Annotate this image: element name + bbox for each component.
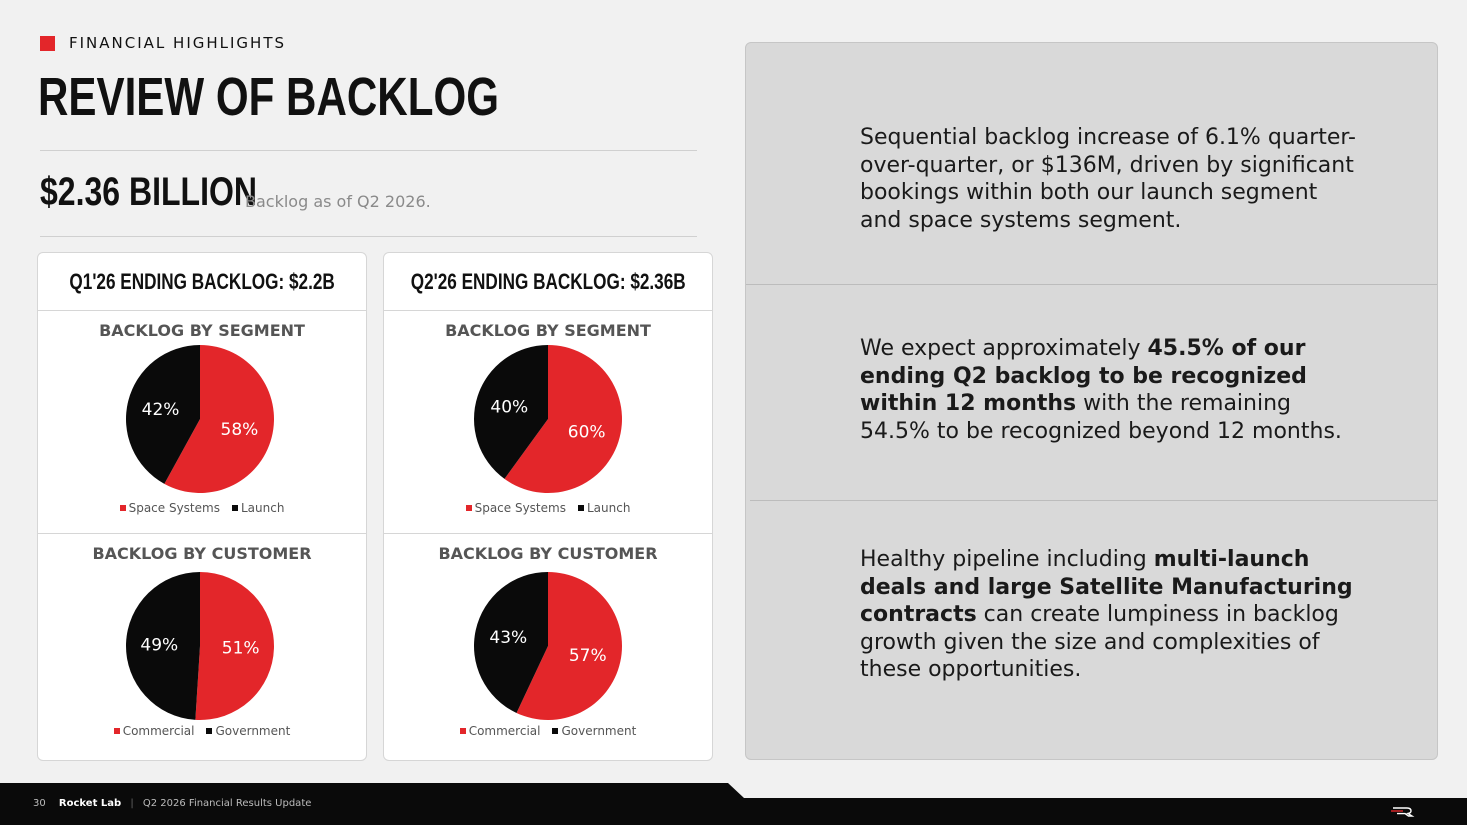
backlog-total: $2.36 BILLION	[40, 170, 257, 214]
legend-item	[466, 501, 566, 515]
card-header	[384, 253, 712, 311]
pie-data-label: 42%	[141, 399, 180, 420]
legend-label: Government	[215, 724, 291, 738]
section-label: FINANCIAL HIGHLIGHTS	[69, 34, 287, 52]
chart-legend	[38, 501, 366, 515]
commentary-divider	[750, 500, 1437, 501]
legend-label: Government	[561, 724, 637, 738]
pie-chart	[38, 311, 366, 533]
commentary-block	[860, 335, 1360, 445]
section-marker	[40, 36, 55, 51]
legend-label: Launch	[586, 501, 631, 515]
chart-title: BACKLOG BY SEGMENT	[445, 321, 651, 340]
legend-item	[120, 501, 220, 515]
section-tag	[40, 34, 286, 52]
commentary-panel	[745, 42, 1438, 760]
chart-legend	[384, 724, 712, 738]
commentary-text: can create lumpiness in backlog growth given the size and complexities of these opportunities.	[860, 602, 1339, 682]
commentary-text: We expect approximately	[860, 336, 1148, 361]
page-number: 30	[33, 798, 46, 809]
chart-legend	[384, 501, 712, 515]
divider-top	[40, 150, 697, 151]
pie-data-label: 43%	[489, 628, 528, 649]
legend-swatch	[466, 505, 472, 511]
divider-bottom	[40, 236, 697, 237]
legend-swatch	[206, 728, 212, 734]
footer-separator: |	[130, 798, 134, 809]
pie-data-label: 60%	[567, 422, 606, 443]
commentary-highlight: 45.5% of our ending Q2 backlog to be recognized within 12 months	[860, 336, 1307, 416]
legend-swatch	[552, 728, 558, 734]
legend-label: Space Systems	[474, 501, 566, 515]
legend-item	[460, 724, 541, 738]
pie-data-label: 40%	[490, 397, 529, 418]
legend-label: Space Systems	[128, 501, 220, 515]
legend-swatch	[114, 728, 120, 734]
pie-data-label: 51%	[221, 638, 260, 659]
pie-data-label: 57%	[568, 645, 607, 666]
commentary-block	[860, 546, 1360, 684]
commentary-block	[860, 124, 1360, 234]
pie-data-label: 58%	[220, 420, 259, 441]
chart-legend	[38, 724, 366, 738]
commentary-text: Sequential backlog increase of 6.1% quarter-over-quarter, or $136M, driven by significant bookings within both our launch segment and space systems segment.	[860, 125, 1356, 233]
commentary-text: Healthy pipeline including	[860, 547, 1154, 572]
page-title: REVIEW OF BACKLOG	[38, 67, 499, 127]
chart-panel	[38, 533, 366, 756]
card-header	[38, 253, 366, 311]
chart-title: BACKLOG BY CUSTOMER	[92, 544, 312, 563]
legend-swatch	[460, 728, 466, 734]
chart-panel	[38, 311, 366, 533]
pie-data-label: 49%	[140, 635, 179, 656]
legend-item	[206, 724, 290, 738]
legend-swatch	[578, 505, 584, 511]
legend-swatch	[120, 505, 126, 511]
card-q2-backlog	[383, 252, 713, 761]
backlog-subtitle: Backlog as of Q2 2026.	[245, 192, 431, 211]
footer-notch	[728, 783, 1467, 798]
legend-item	[552, 724, 636, 738]
card-q1-backlog	[37, 252, 367, 761]
legend-label: Commercial	[468, 724, 541, 738]
commentary-text: with the remaining 54.5% to be recognized beyond 12 months.	[860, 391, 1342, 444]
commentary-highlight: multi-launch deals and large Satellite Manufacturing contracts	[860, 547, 1353, 627]
pie-chart	[38, 534, 366, 756]
legend-swatch	[232, 505, 238, 511]
rocket-lab-logo-icon	[1391, 805, 1415, 817]
legend-item	[232, 501, 284, 515]
legend-label: Launch	[240, 501, 285, 515]
chart-title: BACKLOG BY SEGMENT	[99, 321, 305, 340]
chart-panel	[384, 533, 712, 756]
chart-panel	[384, 311, 712, 533]
footer-text	[33, 798, 311, 809]
pie-chart	[384, 534, 712, 756]
legend-item	[114, 724, 195, 738]
card-title: Q2'26 ENDING BACKLOG: $2.36B	[410, 268, 686, 294]
pie-chart	[384, 311, 712, 533]
chart-title: BACKLOG BY CUSTOMER	[438, 544, 658, 563]
footer-doc-title: Q2 2026 Financial Results Update	[142, 798, 312, 809]
commentary-divider	[746, 284, 1437, 285]
card-title: Q1'26 ENDING BACKLOG: $2.2B	[69, 268, 335, 294]
legend-item	[578, 501, 630, 515]
legend-label: Commercial	[122, 724, 195, 738]
footer-brand: Rocket Lab	[58, 798, 122, 809]
